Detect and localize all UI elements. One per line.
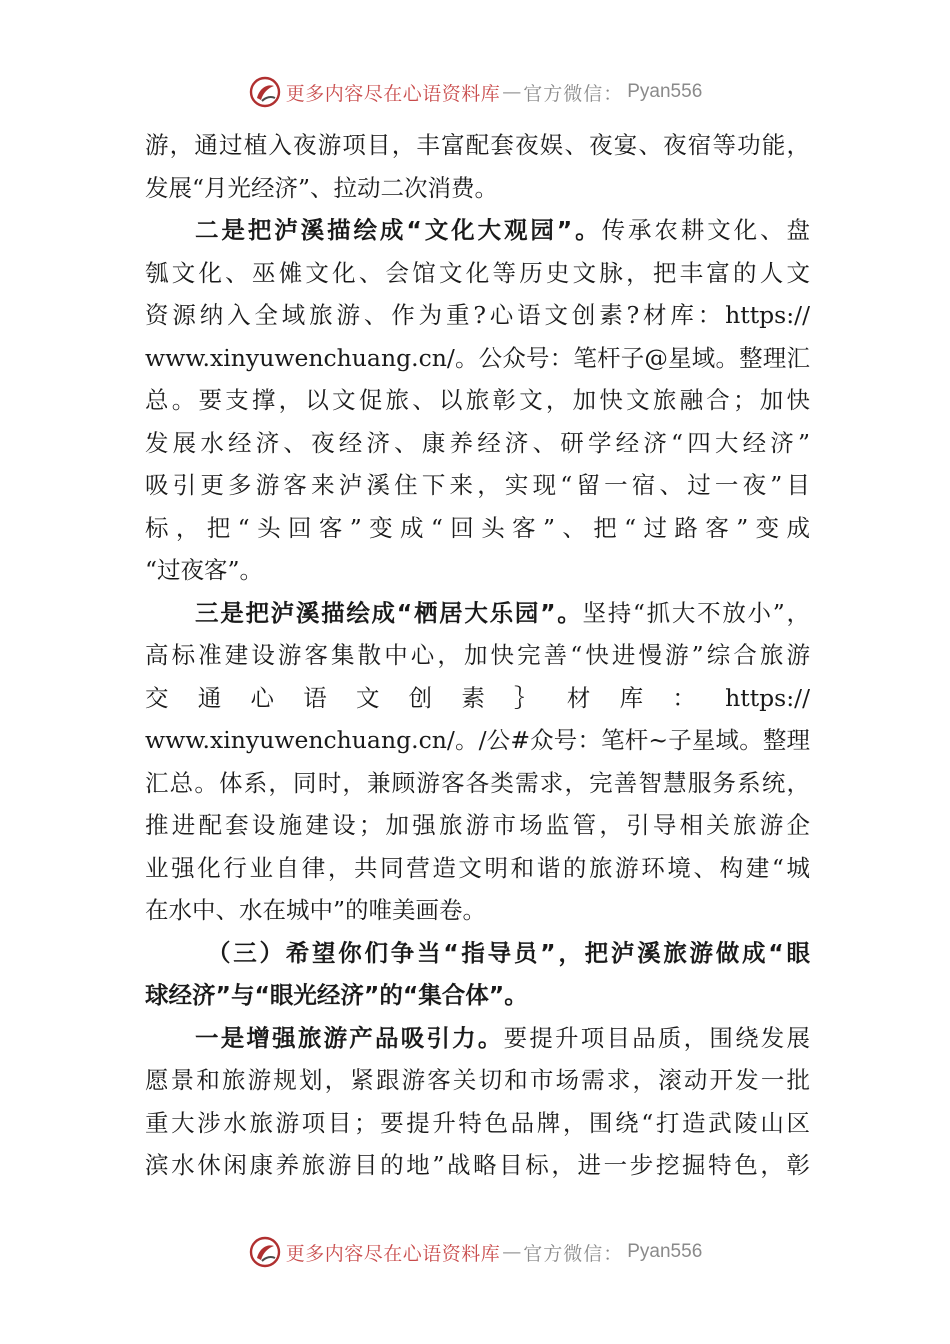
footer-watermark-banner [0, 1232, 950, 1272]
text-line: www.xinyuwenchuang.cn/。/公#众号：笔杆~子星域。整理 [145, 726, 810, 754]
banner-wechat-id: Pyan556 [627, 1241, 703, 1262]
text-line: 在水中、水在城中”的唯美画卷。 [145, 896, 487, 924]
text-line: 吸引更多游客来泸溪住下来，实现“留一宿、过一夜”目 [145, 471, 810, 499]
watermark-logo-icon [248, 1235, 282, 1269]
text-line: 高标准建设游客集散中心，加快完善“快进慢游”综合旅游 [145, 641, 810, 669]
paragraph-heading-line [145, 592, 810, 635]
section-heading: 球经济”与“眼光经济”的“集合体”。 [145, 981, 528, 1009]
paragraph-heading: 二是把泸溪描绘成“文化大观园”。 [195, 216, 602, 244]
header-watermark-banner [0, 72, 950, 112]
text-line: 推进配套设施建设；加强旅游市场监管，引导相关旅游企 [145, 811, 810, 839]
banner-wechat-id: Pyan556 [627, 81, 703, 102]
text-line: 滨水休闲康养旅游目的地”战略目标，进一步挖掘特色，彰 [145, 1151, 810, 1179]
text-span: 要提升项目品质，围绕发展 [503, 1023, 810, 1052]
watermark-logo-icon [248, 75, 282, 109]
paragraph-heading: 一是增强旅游产品吸引力。 [195, 1023, 504, 1052]
section-heading-line [145, 974, 810, 1017]
text-line: 总。要支撑，以文促旅、以旅彰文，加快文旅融合；加快 [145, 386, 810, 414]
section-heading-line [145, 932, 810, 975]
text-span: 坚持“抓大不放小”， [582, 598, 810, 627]
banner-separator: — [502, 81, 522, 103]
text-line: 交通心语文创素｝材库：https:// [145, 683, 810, 712]
document-body [145, 124, 810, 1187]
text-line: 发展“月光经济”、拉动二次消费。 [145, 173, 499, 202]
text-line: www.xinyuwenchuang.cn/。公众号：笔杆子@星域。整理汇 [145, 343, 810, 372]
banner-site-name: 更多内容尽在心语资料库 [285, 82, 501, 105]
banner-wechat-label: 官方微信： [523, 82, 624, 105]
paragraph-heading-line [145, 209, 810, 252]
text-line: 业强化行业自律，共同营造文明和谐的旅游环境、构建“城 [145, 853, 810, 882]
paragraph-heading: 三是把泸溪描绘成“栖居大乐园”。 [195, 598, 583, 627]
text-line: 标，把“头回客”变成“回头客”、把“过路客”变成 [145, 513, 810, 542]
banner-wechat-label: 官方微信： [523, 1242, 624, 1265]
section-heading: （三）希望你们争当“指导员”，把泸溪旅游做成“眼 [207, 938, 810, 967]
banner-site-name: 更多内容尽在心语资料库 [285, 1242, 501, 1265]
banner-separator: — [502, 1241, 522, 1263]
text-line: 发展水经济、夜经济、康养经济、研学经济“四大经济” [145, 428, 810, 457]
paragraph-heading-line [145, 1017, 810, 1060]
text-line: 愿景和旅游规划，紧跟游客关切和市场需求，滚动开发一批 [145, 1066, 810, 1094]
text-line: 重大涉水旅游项目；要提升特色品牌，围绕“打造武陵山区 [145, 1108, 810, 1137]
text-span: 传承农耕文化、盘 [601, 216, 810, 244]
text-line: “过夜客”。 [145, 556, 264, 584]
text-line: 瓠文化、巫傩文化、会馆文化等历史文脉，把丰富的人文 [145, 258, 810, 287]
text-line: 游，通过植入夜游项目，丰富配套夜娱、夜宴、夜宿等功能， [145, 131, 810, 159]
text-line: 汇总。体系，同时，兼顾游客各类需求，完善智慧服务系统， [145, 768, 810, 797]
text-line: 资源纳入全域旅游、作为重?心语文创素?材库：https:// [145, 301, 810, 329]
